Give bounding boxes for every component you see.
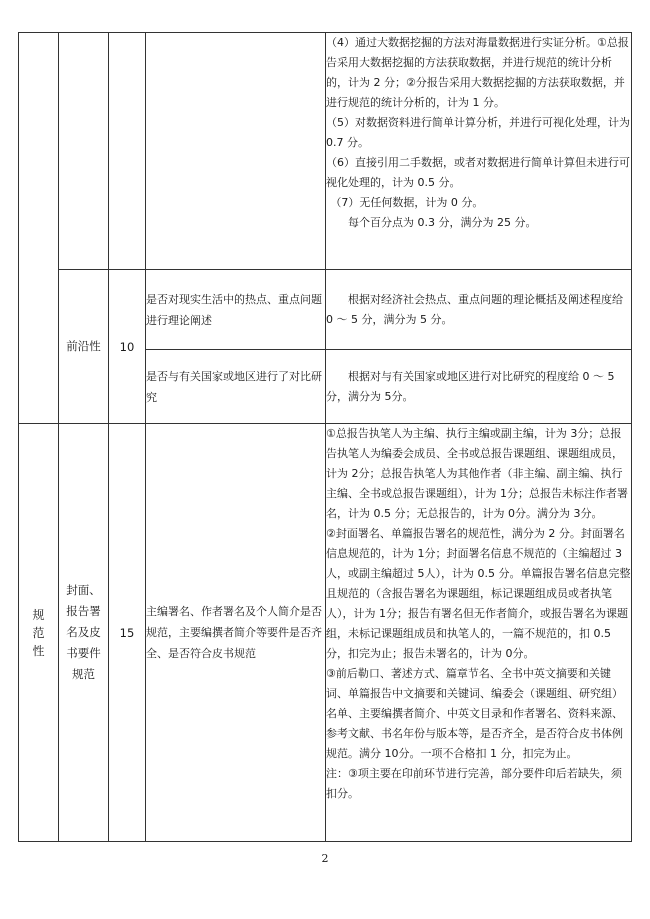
table-row [19, 424, 632, 842]
desc-line: （4）通过大数据挖掘的方法对海量数据进行实证分析。①总报告采用大数据挖掘的方法获取数据，并进行规范的统计分析的，计为 2 分；②分报告采用大数据挖掘的方法获取数据，并进行规范的统计分析的，计为 1 分。 [326, 36, 629, 109]
criterion-cell-empty [146, 33, 326, 270]
desc-line: 根据对与有关国家或地区进行对比研究的程度给 0 ～ 5分，满分为 5分。 [326, 369, 615, 403]
subdimension-label: 封面、报告署名及皮书要件规范 [66, 583, 101, 681]
desc-paragraph: ③前后勒口、著述方式、篇章节名、全书中英文摘要和关键词、单篇报告中文摘要和关键词、编委会（课题组、研究组）名单、主要编撰者简介、中英文目录和作者署名、资料来源、参考文献、书名年份与版本等，是否齐全，是否符合皮书体例规范。满分 10分。一项不合格扣 1 分，扣完为止。 [326, 667, 623, 760]
dimension-cell-empty [19, 33, 59, 424]
desc-line: （5）对数据资料进行简单计算分析，并进行可视化处理，计为 0.7 分。 [326, 116, 630, 149]
description-cell [326, 424, 632, 842]
desc-paragraph: ①总报告执笔人为主编、执行主编或副主编，计为 3分；总报告执笔人为编委会成员、全书或总报告课题组、课题组成员，计为 2分；总报告执笔人为其他作者（非主编、副主编、执行主编、全书或总报告课题组），计为 1分；总报告未标注作者署名，计为 0.5 分；无总报告的，计为 0分。满分为 3分。 [326, 427, 628, 520]
dimension-cell [19, 424, 59, 842]
subdimension-cell [59, 424, 109, 842]
table-row [19, 270, 632, 350]
criterion-cell [146, 424, 326, 842]
table-row [19, 33, 632, 270]
criterion-text: 主编署名、作者署名及个人简介是否规范，主要编撰者简介等要件是否齐全、是否符合皮书规范 [146, 605, 322, 660]
description-cell [326, 350, 632, 424]
desc-line: 每个百分点为 0.3 分，满分为 25 分。 [348, 216, 537, 229]
criterion-text: 是否与有关国家或地区进行了对比研究 [146, 369, 322, 404]
desc-paragraph: 注：③项主要在印前环节进行完善，部分要件印后若缺失，须扣分。 [326, 767, 622, 800]
subdimension-cell [59, 270, 109, 424]
dimension-label: 规范性 [32, 607, 45, 658]
score-cell [109, 270, 146, 424]
score-cell-empty [109, 33, 146, 270]
desc-line: （7）无任何数据，计为 0 分。 [330, 196, 484, 209]
page-number: 2 [321, 852, 329, 865]
criterion-cell [146, 270, 326, 350]
subdimension-label: 前沿性 [66, 339, 101, 353]
score-value: 10 [119, 339, 135, 354]
desc-paragraph: ②封面署名、单篇报告署名的规范性，满分为 2 分。封面署名信息规范的，计为 1分；封面署名信息不规范的（主编超过 3人，或副主编超过 5人），计为 0.5 分。单篇报告署名信息完整且规范的（含报告署名为课题组，标记课题组成员或者执笔人），计为 1分；报告有署名但无作者简介，或报告署名为课题组，未标记课题组成员和执笔人的，一篇不规范的，扣 0.5 分，扣完为止；报告未署名的，计为 0分。 [326, 527, 631, 660]
score-value: 15 [119, 625, 135, 640]
description-cell [326, 33, 632, 270]
desc-line: （6）直接引用二手数据，或者对数据进行简单计算但未进行可视化处理的，计为 0.5 分。 [326, 156, 630, 189]
scoring-rubric-table [18, 32, 632, 842]
criterion-cell [146, 350, 326, 424]
criterion-text: 是否对现实生活中的热点、重点问题进行理论阐述 [146, 292, 322, 327]
score-cell [109, 424, 146, 842]
description-cell [326, 270, 632, 350]
desc-line: 根据对经济社会热点、重点问题的理论概括及阐述程度给 0 ～ 5 分，满分为 5 分。 [326, 292, 623, 326]
subdimension-cell-empty [59, 33, 109, 270]
